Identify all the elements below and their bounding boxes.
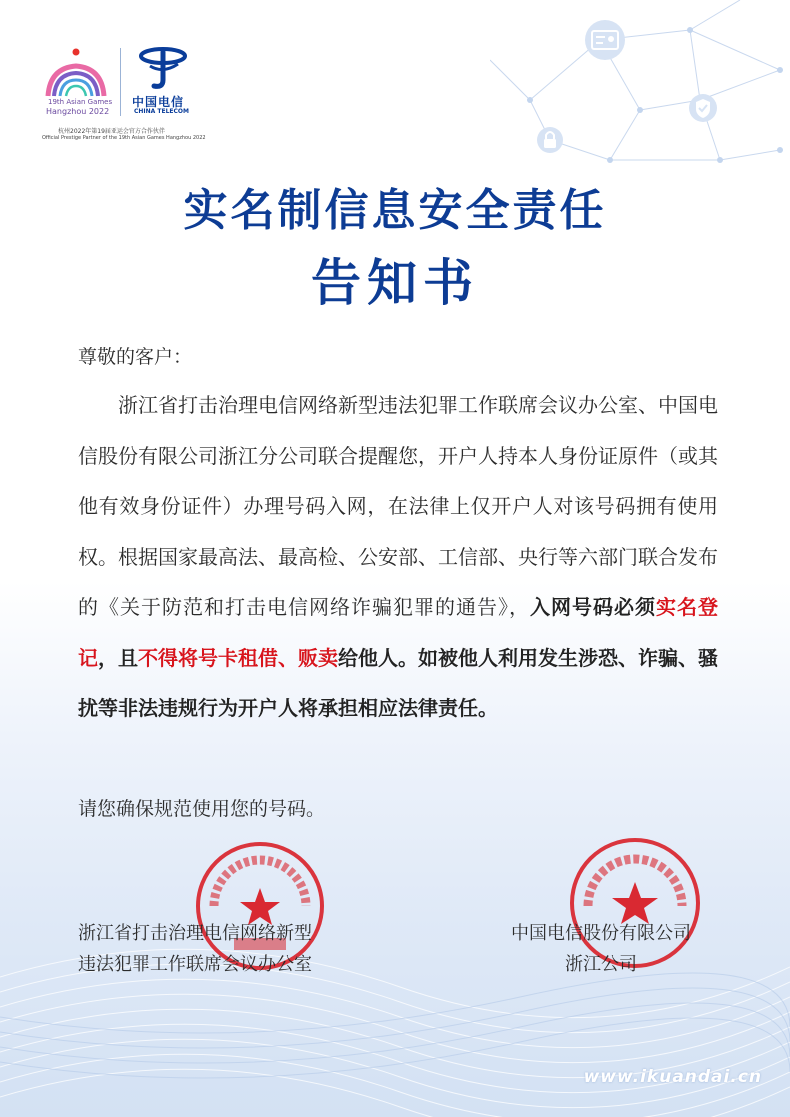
asian-games-line2: Hangzhou 2022	[46, 107, 110, 116]
partner-text-cn: 杭州2022年第19届亚运会官方合作伙伴	[58, 128, 165, 135]
signature-right-line2: 浙江公司	[565, 954, 637, 975]
china-telecom-cn: 中国电信	[132, 95, 185, 109]
network-decoration	[490, 0, 790, 190]
id-card-icon	[585, 20, 625, 60]
signature-left-line2: 违法犯罪工作联席会议办公室	[78, 954, 312, 975]
china-telecom-logo-icon	[132, 44, 194, 90]
body-red-a: 实名登记	[78, 595, 718, 670]
partner-text-en: Official Prestige Partner of the 19th Asian Games Hangzhou 2022	[42, 135, 206, 141]
salutation: 尊敬的客户：	[78, 346, 193, 368]
title-line1: 实名制信息安全责任	[183, 185, 607, 236]
body-bold-c: 给他人。如被他人利用发生涉恐、诈骗、骚扰等非法违规行为开户人将承担相应法律责任。	[78, 645, 718, 720]
site-watermark: www.ikuandai.cn	[583, 1067, 762, 1087]
logo-header	[40, 42, 210, 142]
title-line2: 告知书	[311, 254, 479, 312]
body-normal-text: 浙江省打击治理电信网络新型违法犯罪工作联席会议办公室、中国电信股份有限公司浙江分公司联合提醒您，开户人持本人身份证原件（或其他有效身份证件）办理号码入网，在法律上仅开户人对该号码拥有使用权。根据国家最高法、最高检、公安部、工信部、央行等六部门联合发布的《关于防范和打击电信网络诈骗犯罪的通告》，	[78, 393, 718, 619]
signature-right-line1: 中国电信股份有限公司	[511, 923, 691, 944]
asian-games-line1: 19th Asian Games	[48, 98, 113, 106]
logo-divider	[120, 48, 121, 116]
letter-body	[78, 380, 718, 734]
shield-check-icon	[689, 94, 717, 122]
signature-left	[78, 918, 312, 980]
china-telecom-en: CHINA TELECOM	[134, 108, 189, 115]
signature-right	[486, 918, 716, 980]
closing-line: 请您确保规范使用您的号码。	[78, 798, 326, 820]
body-bold-b: ，且	[98, 645, 138, 670]
signature-left-line1: 浙江省打击治理电信网络新型	[78, 923, 312, 944]
lock-icon	[537, 127, 563, 153]
body-red-b: 不得将号卡租借、贩卖	[138, 645, 338, 670]
body-bold-a: 入网号码必须	[530, 595, 656, 619]
